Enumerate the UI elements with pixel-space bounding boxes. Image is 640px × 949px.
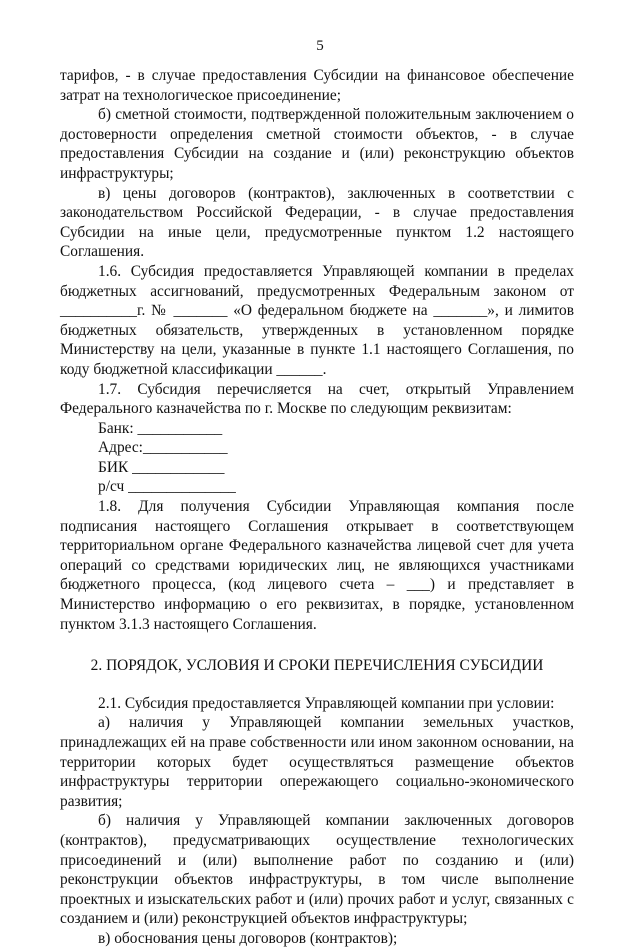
paragraph-item-b-estimate: б) сметной стоимости, подтвержденной положительным заключением о достоверности определения сметной стоимости объектов, - в случае предоставления Субсидии на создание и (или) реконструкцию объектов инфраструктуры; <box>60 106 574 182</box>
requisite-account: р/сч ______________ <box>98 478 236 496</box>
paragraph-item-v-contracts: в) цены договоров (контрактов), заключенных в соответствии с законодательством Российской Федерации, - в случае предоставления Субсидии на иные цели, предусмотренные пунктом 1.2 настоящего Соглашения. <box>60 184 574 261</box>
requisite-bik: БИК ____________ <box>98 458 225 476</box>
document-body <box>60 66 574 949</box>
requisite-address: Адрес:___________ <box>98 439 228 457</box>
paragraph-1-8: 1.8. Для получения Субсидии Управляющая компания после подписания настоящего Соглашения открывает в соответствующем территориальном органе Федерального казначейства лицевой счет для учета операций со средствами юридических лиц, не являющихся участниками бюджетного процесса, (код лицевого счета – ___) и представляет в Министерство информацию о его реквизитах, в порядке, установленном пунктом 3.1.3 настоящего Соглашения. <box>60 498 574 633</box>
paragraph-item-b-contracts: б) наличия у Управляющей компании заключенных договоров (контрактов), предусматривающих осуществление технологических присоединений и (или) выполнение работ по созданию и (или) реконструкции объектов инфраструктуры, в том числе выполнение проектных и изыскательских работ и (или) прочих работ и услуг, связанных с созданием и (или) реконструкцией объектов инфраструктуры; <box>60 812 574 928</box>
section-title: 2. ПОРЯДОК, УСЛОВИЯ И СРОКИ ПЕРЕЧИСЛЕНИЯ СУБСИДИИ <box>90 657 544 675</box>
paragraph-tariffs: тарифов, - в случае предоставления Субсидии на финансовое обеспечение затрат на технологическое присоединение; <box>60 67 574 104</box>
requisite-bank: Банк: ___________ <box>98 419 223 437</box>
paragraph-item-a-land: а) наличия у Управляющей компании земельных участков, принадлежащих ей на праве собственности или ином законном основании, на территории которых будет осуществляться размещение объектов инфраструктуры территории опережающего социально-экономического развития; <box>60 714 574 810</box>
paragraph-1-7: 1.7. Субсидия перечисляется на счет, открытый Управлением Федерального казначейства по г. Москве по следующим реквизитам: <box>60 380 574 418</box>
paragraph-item-v-price: в) обоснования цены договоров (контрактов); <box>98 929 398 947</box>
paragraph-2-1: 2.1. Субсидия предоставляется Управляющей компании при условии: <box>98 694 555 712</box>
page-number: 5 <box>316 38 324 54</box>
paragraph-1-6: 1.6. Субсидия предоставляется Управляющей компании в пределах бюджетных ассигнований, предусмотренных Федеральным законом от __________г. № _______ «О федеральном бюджете на _______», и лимитов бюджетных обязательств, утвержденных в установленном порядке Министерству на цели, указанные в пункте 1.1 настоящего Соглашения, по коду бюджетной классификации ______. <box>60 262 574 378</box>
